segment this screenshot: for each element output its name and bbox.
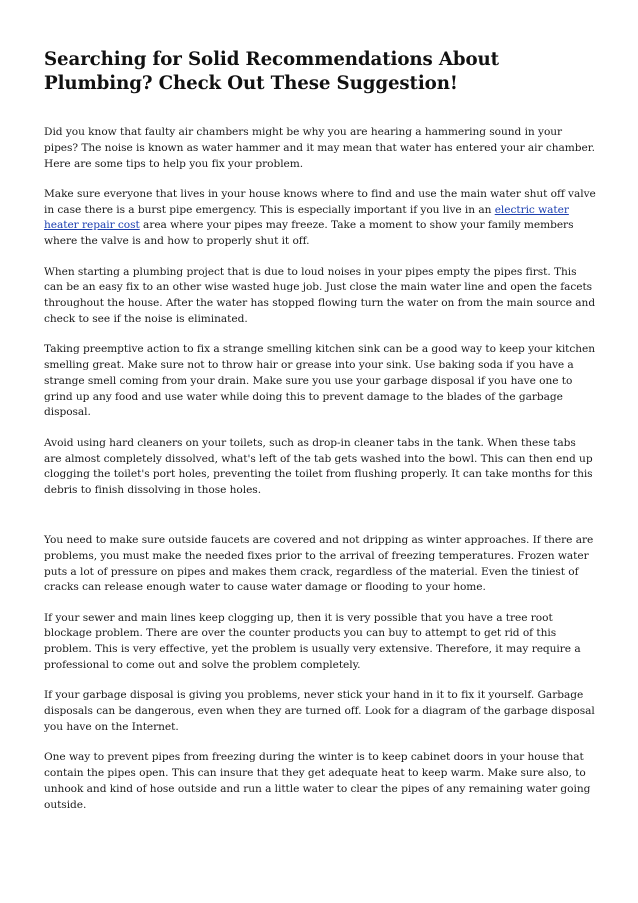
paragraph-shut-off-valve xyxy=(44,187,596,250)
paragraph-tree-roots: If your sewer and main lines keep clogging up, then it is very possible that you have a tree root blockage problem. There are over the counter products you can buy to attempt to get rid of this problem. This is very effective, yet the problem is usually very extensive. Therefore, it may require a professional to come out and solve the problem completely. xyxy=(44,611,581,672)
paragraph-freezing-pipes: One way to prevent pipes from freezing during the winter is to keep cabinet doors in your house that contain the pipes open. This can insure that they get adequate heat to keep warm. Make sure also, to unhook and kind of hose outside and run a little water to clear the pipes of any remaining water going outside. xyxy=(44,751,591,811)
paragraph-kitchen-sink: Taking preemptive action to fix a strange smelling kitchen sink can be a good way to keep your kitchen smelling great. Make sure not to throw hair or grease into your sink. Use baking soda if you have a strange smell coming from your drain. Make sure you use your garbage disposal if you have one to grind up any food and use water while doing this to prevent damage to the blades of the garbage disposal. xyxy=(44,343,596,419)
paragraph-loud-noises: When starting a plumbing project that is due to loud noises in your pipes empty the pipes first. This can be an easy fix to an other wise wasted huge job. Just close the main water line and open the facets throughout the house. After the water has stopped flowing turn the water on from the main source and check to see if the noise is eliminated. xyxy=(44,265,596,325)
document-title: Searching for Solid Recommendations About Plumbing? Check Out These Suggestion! xyxy=(44,49,499,94)
document-page xyxy=(44,48,596,828)
paragraph-text: area where your pipes may freeze. Take a moment to show your family members where the valve is and how to properly shut it off. xyxy=(44,219,574,248)
paragraph-text: Make sure everyone that lives in your house knows where to find and use the main water shut off valve in case there is a burst pipe emergency. This is especially important if you live in an xyxy=(44,187,596,216)
paragraph-garbage-disposal: If your garbage disposal is giving you problems, never stick your hand in it to fix it yourself. Garbage disposals can be dangerous, even when they are turned off. Look for a diagram of the garbage disposal you have on the Internet. xyxy=(44,689,595,733)
paragraph-outside-faucets: You need to make sure outside faucets are covered and not dripping as winter approaches. If there are problems, you must make the needed fixes prior to the arrival of freezing temperatures. Frozen water puts a lot of pressure on pipes and makes them crack, regardless of the material. Even the tiniest of cracks can release enough water to cause water damage or flooding to your home. xyxy=(44,533,594,594)
paragraph-air-chambers: Did you know that faulty air chambers might be why you are hearing a hammering sound in your pipes? The noise is known as water hammer and it may mean that water has entered your air chamber. Here are some tips to help you fix your problem. xyxy=(44,126,595,170)
electric-water-heater-link[interactable]: electric water heater repair cost xyxy=(44,203,569,232)
paragraph-toilet-cleaners: Avoid using hard cleaners on your toilets, such as drop-in cleaner tabs in the tank. When these tabs are almost completely dissolved, what's left of the tab gets washed into the bowl. This can then end up clogging the toilet's port holes, preventing the toilet from flushing properly. It can take months for this debris to finish dissolving in those holes. xyxy=(44,436,593,497)
